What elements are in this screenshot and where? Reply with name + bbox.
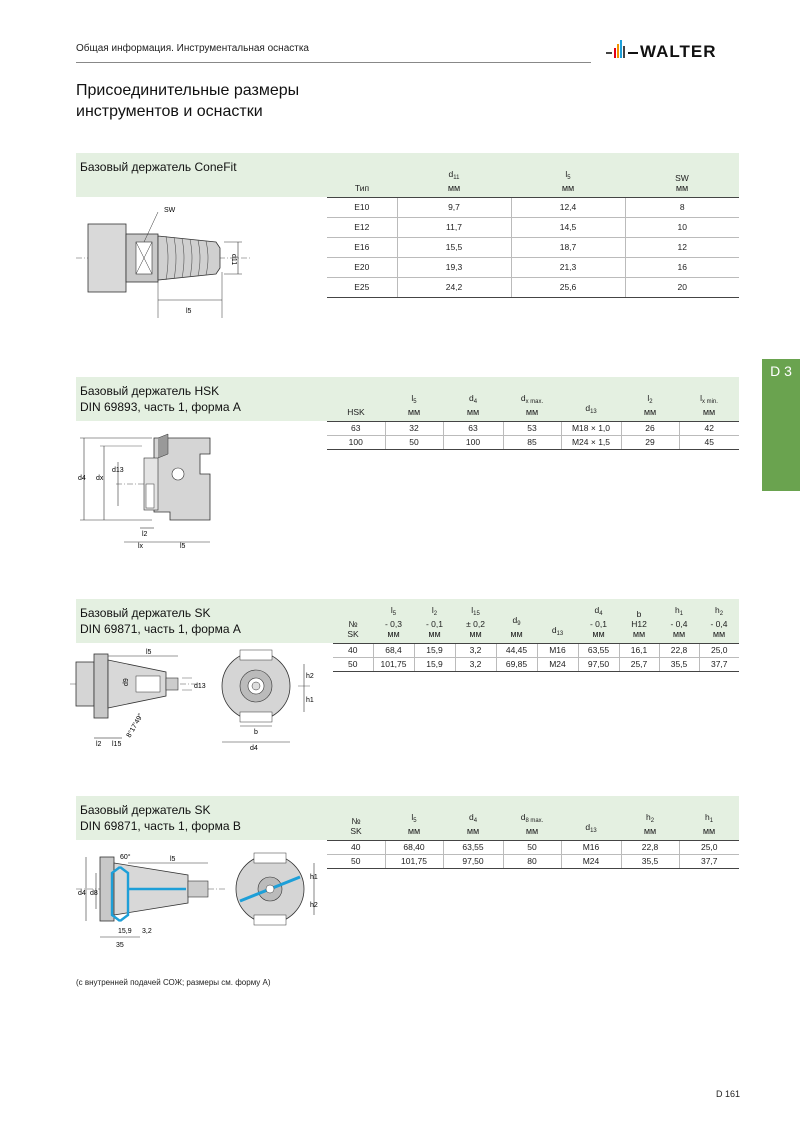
table-row: E16 15,5 18,7 12 (327, 237, 739, 257)
ska-drawing (70, 646, 325, 761)
hsk-label-lx: lx (138, 543, 144, 550)
skb-col-d8: $d_{8 max.}$ мм (503, 796, 561, 840)
header-section-title: Общая информация. Инструментальная оснастка (76, 43, 309, 54)
svg-text:WALTER: WALTER (640, 42, 717, 61)
table-row: E20 19,3 21,3 16 (327, 257, 739, 277)
conefit-col-d11: $d_{11}$ мм (397, 153, 511, 197)
skb-label-w3: 35 (116, 942, 124, 949)
page-title-line1: Присоединительные размеры (76, 82, 300, 99)
page-title-line2: инструментов и оснастки (76, 103, 263, 120)
ska-col-sk: № SK (333, 599, 373, 643)
skb-label-d4: d4 (78, 890, 86, 897)
table-row: 50 101,75 97,50 80 M24 35,5 37,7 (327, 854, 739, 868)
conefit-title: Базовый держатель ConeFit (80, 160, 237, 174)
table-row: E25 24,2 25,6 20 (327, 277, 739, 297)
ska-label-h1: h1 (306, 697, 314, 704)
skb-col-h2: $h_2$ мм (621, 796, 679, 840)
ska-col-d4: $d_4$ - 0,1 мм (578, 599, 619, 643)
conefit-label-d11: d11 (230, 254, 237, 266)
ska-label-l5: l5 (146, 649, 152, 656)
hsk-col-d13: $d_{13}$ (561, 377, 621, 421)
ska-table (333, 599, 739, 672)
skb-col-d4: $d_4$ мм (443, 796, 503, 840)
skb-label-h1: h1 (310, 874, 318, 881)
ska-col-l15: $l_{15}$ ± 0,2 мм (455, 599, 496, 643)
hsk-col-dx: $d_{x max.}$ мм (503, 377, 561, 421)
ska-col-d9: $d_9$ мм (496, 599, 537, 643)
ska-col-h2: $h_2$ - 0,4 мм (699, 599, 739, 643)
skb-col-h1: $h_1$ мм (679, 796, 739, 840)
skb-label-l5: l5 (170, 856, 176, 863)
table-row: E12 11,7 14,5 10 (327, 217, 739, 237)
walter-logo (606, 36, 746, 62)
ska-label-l2: l2 (96, 741, 102, 748)
ska-title: Базовый держатель SK DIN 69871, часть 1, форма A (80, 606, 241, 636)
header-divider (76, 62, 591, 63)
conefit-col-sw: SW мм (625, 153, 739, 197)
ska-label-h2: h2 (306, 673, 314, 680)
hsk-col-l5: $l_5$ мм (385, 377, 443, 421)
skb-label-angle: 60° (120, 854, 131, 861)
skb-label-h2: h2 (310, 902, 318, 909)
ska-label-l15: l15 (112, 741, 122, 748)
table-row: E10 9,7 12,4 8 (327, 197, 739, 217)
ska-label-b: b (254, 729, 258, 736)
table-row: 100 50 100 85 M24 × 1,5 29 45 (327, 435, 739, 449)
conefit-label-sw: SW (164, 207, 176, 214)
hsk-table (327, 377, 739, 450)
skb-label-w2: 3,2 (142, 928, 152, 935)
page-number: D 161 (716, 1089, 741, 1099)
hsk-col-hsk: HSK (327, 377, 385, 421)
ska-label-d9: d9 (123, 678, 130, 686)
ska-label-d4: d4 (250, 745, 258, 752)
hsk-label-dx: dx (96, 475, 104, 482)
ska-col-l2: $l_2$ - 0,1 мм (414, 599, 455, 643)
skb-col-sk: № SK (327, 796, 385, 840)
conefit-col-l5: $l_5$ мм (511, 153, 625, 197)
ska-label-d13: d13 (194, 683, 206, 690)
hsk-col-lx: $l_{x min.}$ мм (679, 377, 739, 421)
skb-drawing (76, 843, 326, 960)
section-tab-d3[interactable]: D 3 (762, 359, 800, 491)
conefit-table (327, 153, 739, 298)
ska-col-b: b H12 мм (619, 599, 659, 643)
skb-label-d8: d8 (90, 890, 98, 897)
hsk-label-l2: l2 (142, 531, 148, 538)
conefit-label-l5: l5 (186, 308, 192, 315)
skb-label-w1: 15,9 (118, 928, 132, 935)
ska-col-d13: $d_{13}$ (537, 599, 578, 643)
ska-col-h1: $h_1$ - 0,4 мм (659, 599, 699, 643)
conefit-col-type: Тип (327, 153, 397, 197)
skb-table (327, 796, 739, 869)
hsk-title: Базовый держатель HSK DIN 69893, часть 1, форма A (80, 384, 241, 414)
hsk-label-d4: d4 (78, 475, 86, 482)
hsk-label-d13: d13 (112, 467, 124, 474)
hsk-col-d4: $d_4$ мм (443, 377, 503, 421)
ska-label-angle: 8°17'49" (125, 712, 145, 739)
skb-col-l5: $l_5$ мм (385, 796, 443, 840)
table-row: 40 68,40 63,55 50 M16 22,8 25,0 (327, 840, 739, 854)
hsk-label-l5: l5 (180, 543, 186, 550)
skb-col-d13: $d_{13}$ (561, 796, 621, 840)
hsk-drawing (76, 424, 216, 555)
table-row: 50 101,75 15,9 3,2 69,85 M24 97,50 25,7 35,5 37,7 (333, 657, 739, 671)
table-row: 63 32 63 53 M18 × 1,0 26 42 (327, 421, 739, 435)
page-title (76, 80, 476, 122)
hsk-col-l2: $l_2$ мм (621, 377, 679, 421)
skb-title: Базовый держатель SK DIN 69871, часть 1, форма B (80, 803, 241, 833)
footnote: (с внутренней подачей СОЖ; размеры см. форму A) (76, 978, 271, 987)
conefit-drawing (76, 198, 256, 328)
ska-col-l5: $l_5$ - 0,3 мм (373, 599, 414, 643)
table-row: 40 68,4 15,9 3,2 44,45 M16 63,55 16,1 22,8 25,0 (333, 643, 739, 657)
